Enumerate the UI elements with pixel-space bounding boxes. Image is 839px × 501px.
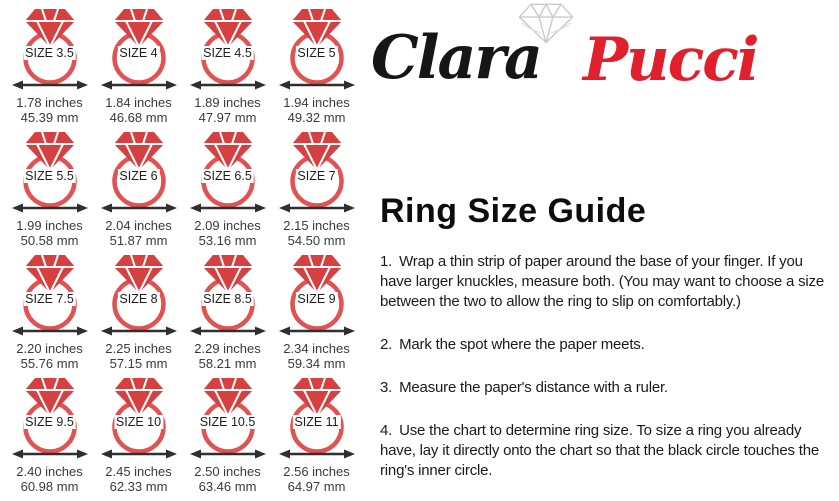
ring-mm-value: 50.58 mm <box>20 233 79 248</box>
ring-size-label: SIZE 4 <box>119 46 158 60</box>
instruction-item <box>380 335 832 355</box>
ring-size-label: SIZE 6 <box>119 169 158 183</box>
ring-inches-value: 1.99 inches <box>16 218 83 233</box>
ring-mm-value: 49.32 mm <box>287 110 346 125</box>
instructions-list <box>380 252 832 501</box>
ring-size-cell <box>94 129 183 252</box>
brand-logo <box>371 2 811 106</box>
ring-size-label: SIZE 7.5 <box>25 292 74 306</box>
ring-size-cell <box>272 252 361 375</box>
instruction-text: Mark the spot where the paper meets. <box>399 336 645 353</box>
ring-illustration <box>11 129 89 214</box>
ring-mm-value: 60.98 mm <box>20 479 79 494</box>
ring-size-label: SIZE 3.5 <box>25 46 74 60</box>
ring-inches-value: 2.20 inches <box>16 341 83 356</box>
ring-size-label: SIZE 10 <box>115 415 162 429</box>
ring-mm-value: 54.50 mm <box>287 233 346 248</box>
ring-measurement <box>283 95 350 125</box>
ring-illustration <box>100 129 178 214</box>
ring-illustration <box>11 252 89 337</box>
ring-inches-value: 1.84 inches <box>105 95 172 110</box>
ring-size-cell <box>94 375 183 498</box>
ring-size-cell <box>183 252 272 375</box>
ring-mm-value: 57.15 mm <box>109 356 168 371</box>
instruction-number: 2. <box>380 336 393 353</box>
ring-measurement <box>283 341 350 371</box>
ring-mm-value: 63.46 mm <box>198 479 257 494</box>
ring-inches-value: 2.15 inches <box>283 218 350 233</box>
ring-mm-value: 51.87 mm <box>109 233 168 248</box>
ring-size-cell <box>5 129 94 252</box>
ring-mm-value: 62.33 mm <box>109 479 168 494</box>
ring-mm-value: 45.39 mm <box>20 110 79 125</box>
ring-size-label: SIZE 5.5 <box>25 169 74 183</box>
ring-mm-value: 55.76 mm <box>20 356 79 371</box>
instruction-text: Wrap a thin strip of paper around the base of your finger. If you have larger knuckles, measure both. (You may want to choose a size between the two to allow the ring to slip on comfortably.) <box>380 253 824 310</box>
logo-word-pucci: Pucci <box>583 25 758 95</box>
instruction-text: Measure the paper's distance with a ruler. <box>399 379 668 396</box>
ring-size-label: SIZE 4.5 <box>203 46 252 60</box>
page-title: Ring Size Guide <box>380 192 647 230</box>
ring-measurement <box>16 464 83 494</box>
ring-size-cell <box>183 375 272 498</box>
ring-measurement <box>16 95 83 125</box>
ring-mm-value: 59.34 mm <box>287 356 346 371</box>
ring-illustration <box>189 129 267 214</box>
ring-illustration <box>278 252 356 337</box>
ring-size-cell <box>5 252 94 375</box>
ring-inches-value: 1.89 inches <box>194 95 261 110</box>
logo-word-clara: Clara <box>371 23 541 93</box>
ring-mm-value: 58.21 mm <box>198 356 257 371</box>
ring-illustration <box>11 6 89 91</box>
ring-illustration <box>189 375 267 460</box>
ring-size-cell <box>94 6 183 129</box>
ring-measurement <box>16 341 83 371</box>
ring-inches-value: 2.04 inches <box>105 218 172 233</box>
ring-measurement <box>105 341 172 371</box>
ring-size-cell <box>183 129 272 252</box>
ring-measurement <box>194 464 261 494</box>
instruction-number: 1. <box>380 253 393 270</box>
ring-mm-value: 46.68 mm <box>109 110 168 125</box>
ring-inches-value: 2.56 inches <box>283 464 350 479</box>
ring-measurement <box>283 218 350 248</box>
ring-size-cell <box>272 129 361 252</box>
ring-illustration <box>278 129 356 214</box>
ring-size-cell <box>272 6 361 129</box>
ring-size-label: SIZE 11 <box>294 415 339 429</box>
ring-inches-value: 2.09 inches <box>194 218 261 233</box>
ring-measurement <box>194 341 261 371</box>
ring-inches-value: 1.94 inches <box>283 95 350 110</box>
ring-illustration <box>278 375 356 460</box>
ring-illustration <box>189 252 267 337</box>
ring-size-cell <box>5 6 94 129</box>
ring-size-label: SIZE 9.5 <box>25 415 74 429</box>
ring-measurement <box>16 218 83 248</box>
ring-measurement <box>194 218 261 248</box>
ring-illustration <box>100 252 178 337</box>
ring-measurement <box>105 218 172 248</box>
ring-inches-value: 1.78 inches <box>16 95 83 110</box>
instruction-item <box>380 252 832 312</box>
instruction-number: 3. <box>380 379 393 396</box>
ring-size-cell <box>272 375 361 498</box>
ring-size-cell <box>183 6 272 129</box>
ring-size-chart <box>5 6 361 498</box>
ring-mm-value: 47.97 mm <box>198 110 257 125</box>
ring-inches-value: 2.50 inches <box>194 464 261 479</box>
ring-inches-value: 2.29 inches <box>194 341 261 356</box>
ring-size-label: SIZE 7 <box>297 169 336 183</box>
ring-size-label: SIZE 6.5 <box>203 169 252 183</box>
instruction-item <box>380 421 832 481</box>
ring-illustration <box>278 6 356 91</box>
ring-mm-value: 64.97 mm <box>287 479 346 494</box>
ring-illustration <box>100 375 178 460</box>
ring-inches-value: 2.25 inches <box>105 341 172 356</box>
ring-measurement <box>105 464 172 494</box>
ring-size-label: SIZE 8 <box>119 292 158 306</box>
ring-size-label: SIZE 5 <box>297 46 336 60</box>
ring-measurement <box>105 95 172 125</box>
ring-illustration <box>11 375 89 460</box>
ring-inches-value: 2.40 inches <box>16 464 83 479</box>
instruction-number: 4. <box>380 422 393 439</box>
instruction-text: Use the chart to determine ring size. To size a ring you already have, lay it directly onto the chart so that the black circle touches the ring's inner circle. <box>380 422 819 479</box>
ring-size-cell <box>94 252 183 375</box>
ring-illustration <box>100 6 178 91</box>
ring-size-label: SIZE 10.5 <box>199 415 256 429</box>
ring-mm-value: 53.16 mm <box>198 233 257 248</box>
ring-measurement <box>194 95 261 125</box>
ring-size-label: SIZE 8.5 <box>203 292 252 306</box>
ring-measurement <box>283 464 350 494</box>
ring-inches-value: 2.45 inches <box>105 464 172 479</box>
ring-inches-value: 2.34 inches <box>283 341 350 356</box>
ring-size-cell <box>5 375 94 498</box>
ring-size-label: SIZE 9 <box>297 292 336 306</box>
ring-illustration <box>189 6 267 91</box>
instruction-item <box>380 378 832 398</box>
